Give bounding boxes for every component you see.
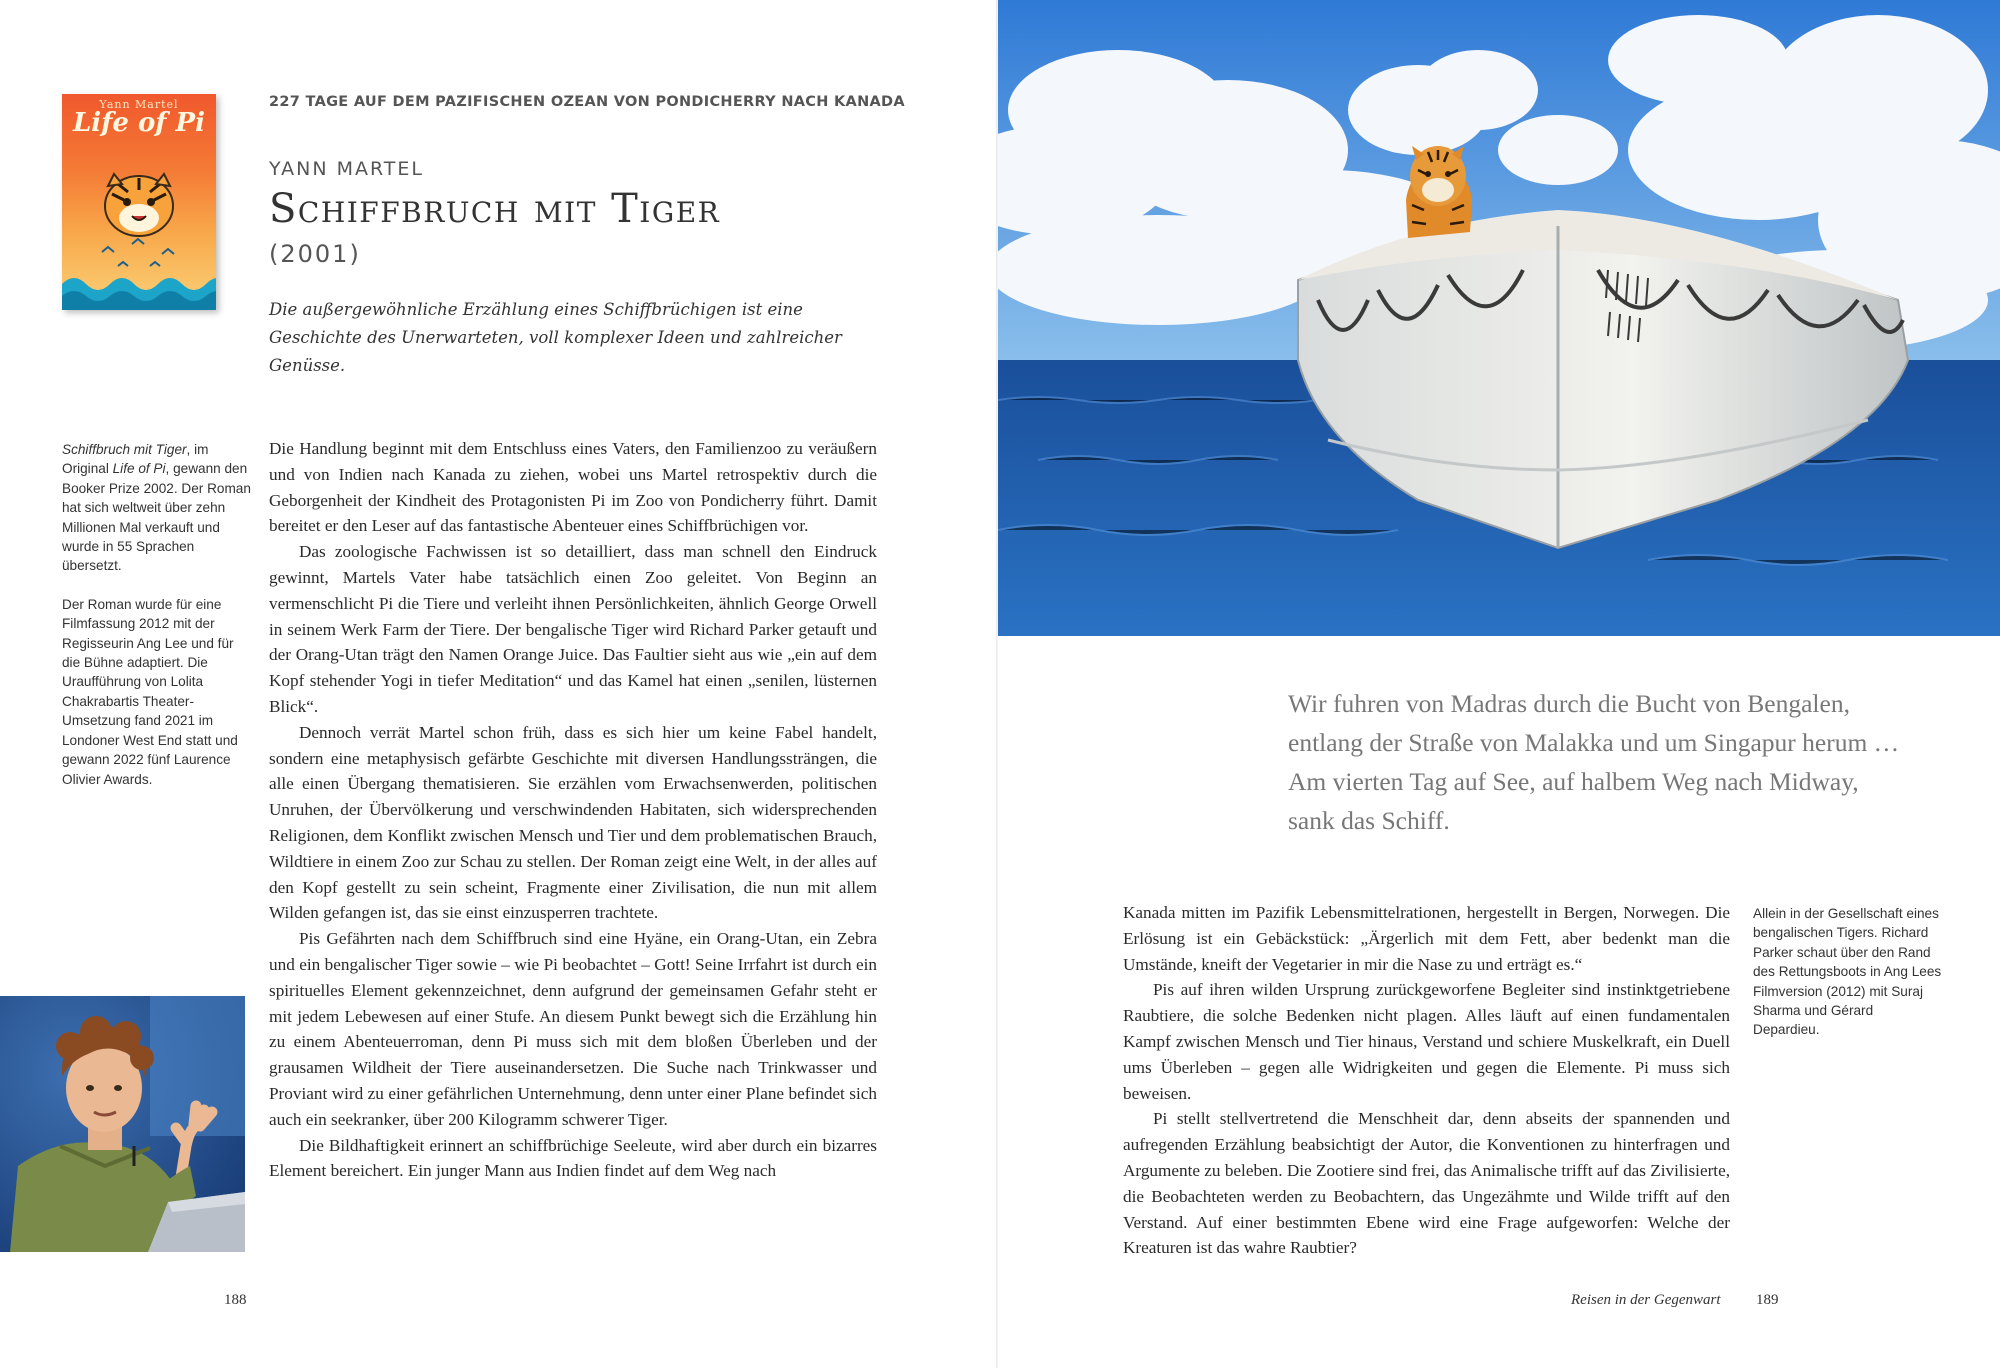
running-head: Reisen in der Gegenwart (1571, 1292, 1721, 1308)
side-note-paragraph: Schiffbruch mit Tiger, im Original Life of Pi, gewann den Booker Prize 2002. Der Roman hat sich weltweit über zehn Millionen Mal verkauft und wurde in 55 Sprachen übersetzt. (62, 442, 251, 574)
page-number-left: 188 (224, 1292, 247, 1308)
photo-caption: Allein in der Gesellschaft eines bengalischen Tigers. Richard Parker schaut über den Rand des Rettungsboots in Ang Lees Filmversion (2012) mit Suraj Sharma und Gérard Depardieu. (1753, 906, 1942, 1038)
cover-title: Life of Pi (73, 108, 205, 138)
left-page (0, 0, 998, 1368)
page-number-right: 189 (1756, 1292, 1779, 1308)
body-paragraph: Die Bildhaftigkeit erinnert an schiffbrüchige Seeleute, wird aber durch ein bizarres Element bereichert. Ein junger Mann aus Indien findet auf dem Weg nach (269, 1135, 877, 1181)
body-paragraph: Kanada mitten im Pazifik Lebensmittelrationen, hergestellt in Bergen, Norwegen. Die Erlösung ist ein Gebäckstück: „Ärgerlich mit dem Fett, aber bedenkt man die Umstände, kneift der Vegetarier in mir die Nase zu und erträgt es.“ (1123, 903, 1730, 974)
pull-quote: Wir fuhren von Madras durch die Bucht von Bengalen, entlang der Straße von Malakka und um Singapur herum … Am vierten Tag auf See, auf halbem Weg nach Midway, sank das Schiff. (1288, 689, 1900, 835)
author-photo-image (0, 996, 245, 1252)
film-still-photo (998, 0, 2000, 636)
body-paragraph: Pis auf ihren wilden Ursprung zurückgeworfene Begleiter sind instinktgetriebene Raubtiere, die solche Bedenken nicht plagen. Alles läuft auf einen fundamentalen Kampf zwischen Mensch und Tier hinaus, Verstand und schiere Muskelkraft, ein Duell ums Überleben – gegen alle Widrigkeiten und gegen die Elemente. Pi muss sich beweisen. (1123, 980, 1730, 1103)
author-photo (0, 996, 245, 1252)
right-page (998, 0, 2000, 1368)
author-name: YANN MARTEL (269, 158, 424, 180)
body-paragraph: Pis Gefährten nach dem Schiffbruch sind eine Hyäne, ein Orang-Utan, ein Zebra und ein bengalischer Tiger sowie – wie Pi beobachtet – Gott! Seine Irrfahrt ist durch ein spirituelles Element gekennzeichnet, denn aufgrund der gemeinsamen Gefahr steht er mit jedem Lebewesen auf einer Stufe. An diesem Punkt bewegt sich die Erzählung hin zu einem Abenteuerroman, denn Pi muss sich mit dem bloßen Überleben und der grausamen Wildheit der Tiere auseinandersetzen. Die Suche nach Trinkwasser und Proviant wird zu einer gefährlichen Unternehmung, denn unter einer Plane befindet sich auch ein seekranker, über 200 Kilogramm schwerer Tiger. (269, 929, 877, 1129)
body-paragraph: Dennoch verrät Martel schon früh, dass es sich hier um keine Fabel handelt, sondern eine metaphysisch gefärbte Geschichte mit diversen Handlungssträngen, die alle einen Übergang thematisieren. Sie erzählen vom Erwachsenwerden, politischen Unruhen, der Übervölkerung und verschwindenden Habitaten, sich widersprechenden Religionen, dem Konflikt zwischen Mensch und Tier und dem problematischen Brauch, Wildtiere in einem Zoo zur Schau zu stellen. Der Roman zeigt eine Welt, in der alles auf den Kopf gestellt zu sein scheint, Fragmente einer Zivilisation, die nun mit allem Wilden gefangen ist, das sie einst einzusperren trachtete. (269, 722, 877, 923)
lede: Die außergewöhnliche Erzählung eines Schiffbrüchigen ist eine Geschichte des Unerwarteten, voll komplexer Ideen und zahlreicher Genüsse. (269, 300, 842, 375)
side-note-paragraph: Der Roman wurde für eine Filmfassung 2012 mit der Regisseurin Ang Lee und für die Bühne adaptiert. Die Uraufführung von Lolita Chakrabartis Theater-Umsetzung fand 2021 im Londoner West End statt und gewann 2022 fünf Laurence Olivier Awards. (62, 596, 238, 787)
side-note-title: Schiffbruch mit Tiger (62, 442, 187, 457)
book-cover (62, 94, 216, 310)
lifeboat-tiger-image (998, 0, 2000, 636)
publication-year: (2001) (269, 240, 361, 268)
body-paragraph: Das zoologische Fachwissen ist so detailliert, dass man schnell den Eindruck gewinnt, Martels Vater habe tatsächlich einen Zoo geleitet. Von Beginn an vermenschlicht Pi die Tiere und verleiht ihnen Persönlichkeiten, ähnlich George Orwell in seinem Werk Farm der Tiere. Der bengalische Tiger wird Richard Parker getauft und der Orang-Utan trägt den Namen Orange Juice. Das Faultier sieht aus wie „ein auf dem Kopf stehender Yogi in tiefer Meditation“ und das Kamel hat einen „senilen, lüsternen Blick“. (269, 542, 877, 716)
body-text-left (269, 436, 877, 1184)
cover-author: Yann Martel (99, 98, 179, 111)
body-paragraph: Pi stellt stellvertretend die Menschheit dar, denn abseits der spannenden und aufregenden Erzählung beabsichtigt der Autor, die Konventionen zu hinterfragen und Argumente zu beleben. Die Zootiere sind frei, das Animalische trifft auf das Zivilisierte, die Beobachteten werden zu Beobachtern, das Ungezähmte und Wilde trifft auf den Verstand. Auf einer bestimmten Ebene wird eine Frage aufgeworfen: Welche der Kreaturen ist das wahre Raubtier? (1123, 1109, 1730, 1258)
book-title: Schiffbruch mit Tiger (269, 186, 721, 232)
chapter-kicker: 227 TAGE AUF DEM PAZIFISCHEN OZEAN VON PONDICHERRY NACH KANADA (269, 94, 905, 110)
body-paragraph: Die Handlung beginnt mit dem Entschluss eines Vaters, den Familienzoo zu veräußern und von Indien nach Kanada zu ziehen, wobei uns Martel retrospektiv durch die Geborgenheit der Kindheit des Protagonisten Pi im Zoo von Pondicherry führt. Damit bereitet er den Leser auf das fantastische Abenteuer eines Schiffbrüchigen vor. (269, 439, 877, 536)
side-note (62, 440, 252, 808)
body-text-right (1123, 900, 1730, 1261)
